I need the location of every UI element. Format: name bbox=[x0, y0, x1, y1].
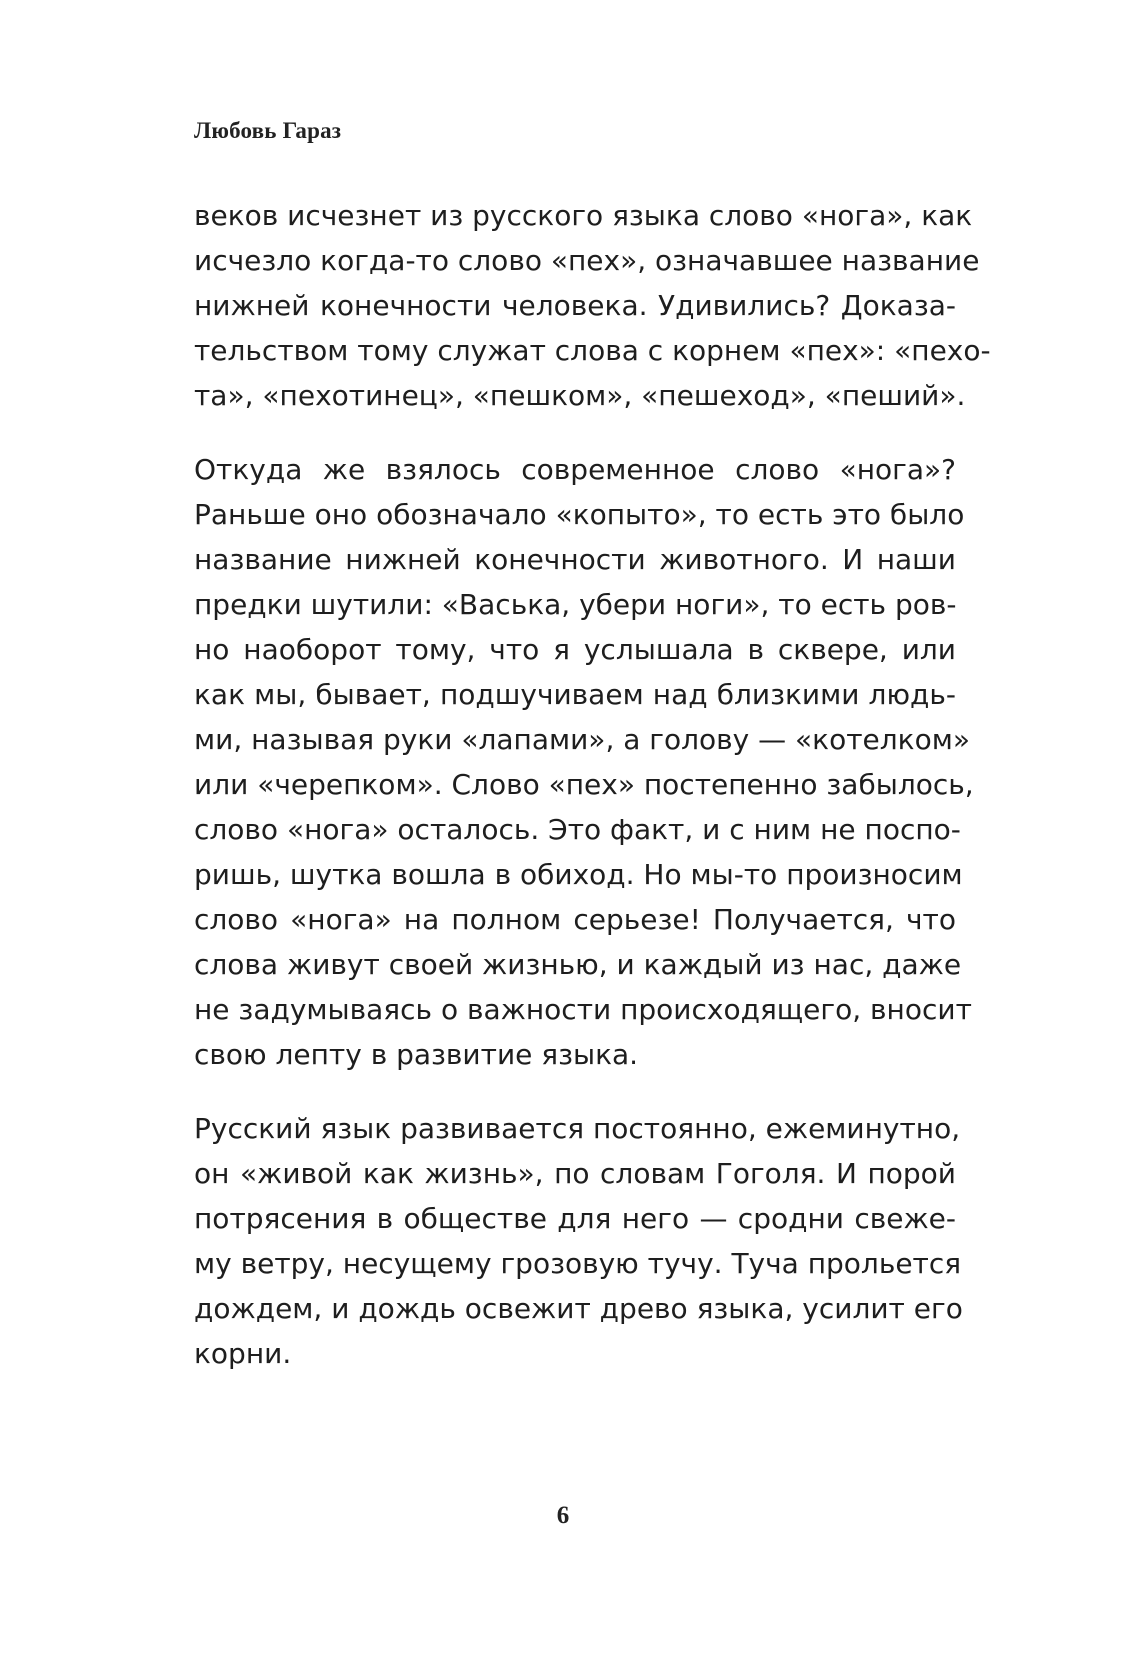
paragraph-2-line-4: предки шутили: «Васька, убери ноги», то есть ров- bbox=[194, 588, 957, 621]
paragraph-1-line-2: исчезло когда-то слово «пех», означавшее название bbox=[194, 244, 980, 277]
paragraph-2-line-12: слова живут своей жизнью, и каждый из нас, даже bbox=[194, 948, 962, 981]
running-head-author: Любовь Гараз bbox=[194, 118, 342, 143]
paragraph-3-line-3: потрясения в обществе для него — сродни свеже- bbox=[194, 1202, 956, 1235]
paragraph-2-line-13: не задумываясь о важности происходящего, вносит bbox=[194, 993, 972, 1026]
paragraph-2-line-8: или «черепком». Слово «пех» постепенно забылось, bbox=[194, 768, 974, 801]
paragraph-2-line-14: свою лепту в развитие языка. bbox=[194, 1038, 639, 1071]
paragraph-3-line-5: дождем, и дождь освежит древо языка, усилит его bbox=[194, 1292, 963, 1325]
paragraph-1-line-5: та», «пехотинец», «пешком», «пешеход», «пеший». bbox=[194, 379, 966, 412]
paragraph-2-line-2: Раньше оно обозначало «копыто», то есть это было bbox=[194, 498, 965, 531]
paragraph-2-line-6: как мы, бывает, подшучиваем над близкими людь- bbox=[194, 678, 956, 711]
paragraph-1-line-4: тельством тому служат слова с корнем «пех»: «пехо- bbox=[194, 334, 991, 367]
paragraph-2-line-3: название нижней конечности животного. И наши bbox=[194, 543, 956, 576]
paragraph-1-line-1: веков исчезнет из русского языка слово «нога», как bbox=[194, 199, 973, 232]
paragraph-3-line-6: корни. bbox=[194, 1337, 292, 1370]
paragraph-3-line-2: он «живой как жизнь», по словам Гоголя. И порой bbox=[194, 1157, 956, 1190]
paragraph-3-line-4: му ветру, несущему грозовую тучу. Туча прольется bbox=[194, 1247, 962, 1280]
page-number: 6 bbox=[556, 1502, 570, 1529]
paragraph-2-line-1: Откуда же взялось современное слово «нога»? bbox=[194, 453, 956, 486]
paragraph-3-line-1: Русский язык развивается постоянно, ежеминутно, bbox=[194, 1112, 961, 1145]
paragraph-2-line-5: но наоборот тому, что я услышала в сквере, или bbox=[194, 633, 956, 666]
paragraph-1-line-3: нижней конечности человека. Удивились? Доказа- bbox=[194, 289, 956, 322]
paragraph-2-line-9: слово «нога» осталось. Это факт, и с ним не поспо- bbox=[194, 813, 961, 846]
paragraph-2-line-10: ришь, шутка вошла в обиход. Но мы-то произносим bbox=[194, 858, 963, 891]
paragraph-2-line-7: ми, называя руки «лапами», а голову — «котелком» bbox=[194, 723, 970, 756]
paragraph-2-line-11: слово «нога» на полном серьезе! Получается, что bbox=[194, 903, 956, 936]
